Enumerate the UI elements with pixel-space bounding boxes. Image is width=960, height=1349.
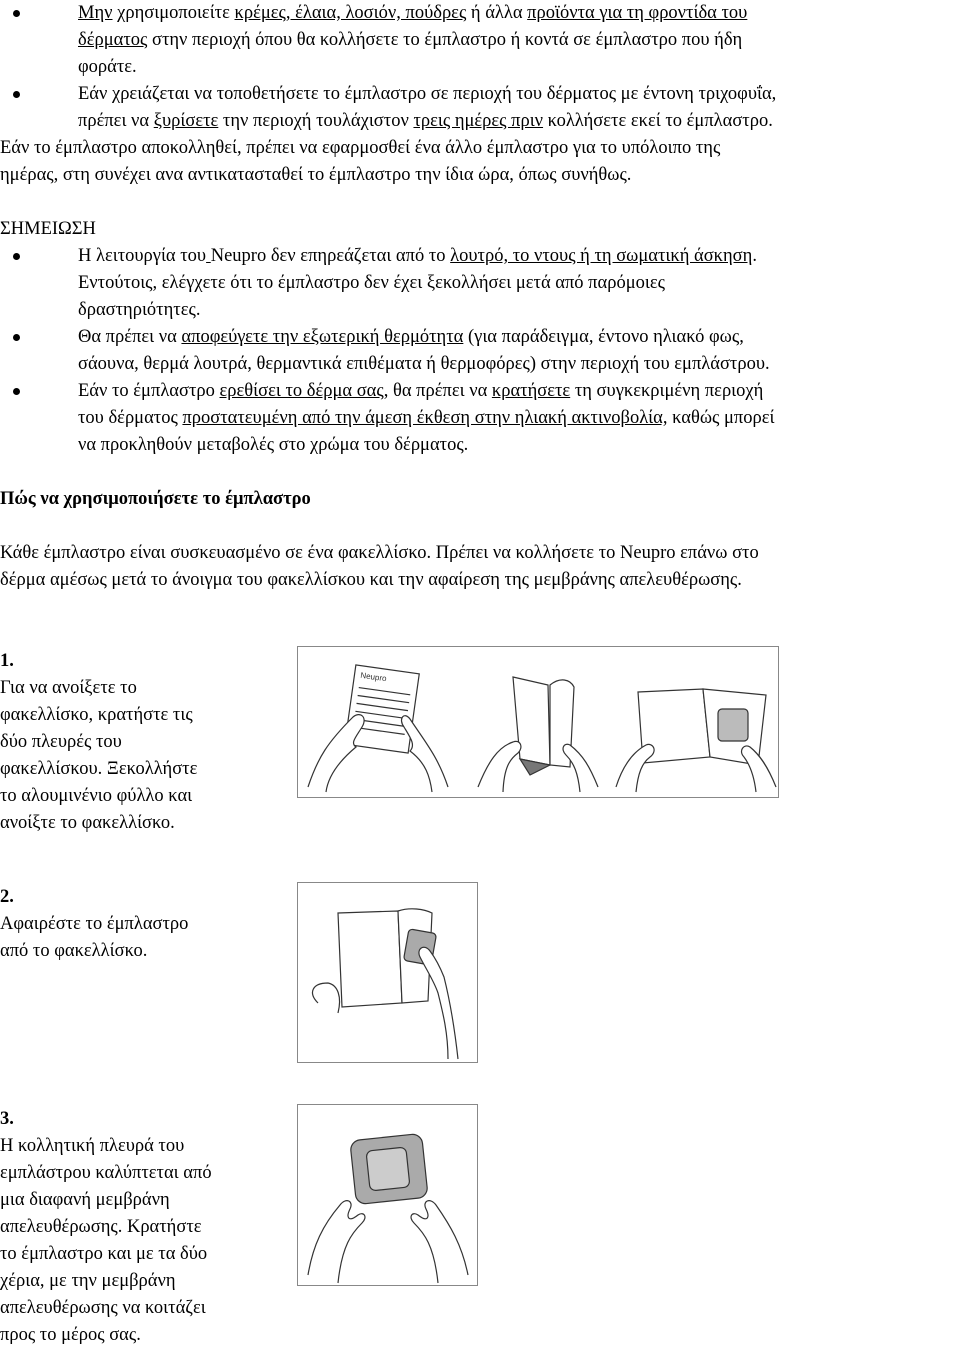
step-number: 2. (0, 887, 14, 907)
pouch-label: Neupro (359, 670, 388, 684)
step-1-illustration (297, 646, 779, 798)
step-2-illustration (297, 882, 478, 1063)
step-2-text: 2. Αφαιρέστε το έμπλαστρο από το φακελλίσκο. (0, 884, 280, 965)
section-intro: Κάθε έμπλαστρο είναι συσκευασμένο σε ένα φακελλίσκο. Πρέπει να κολλήσετε το Neupro επάνω στο δέρμα αμέσως μετά το άνοιγμα του φακελλίσκου και την αφαίρεση της μεμβράνης απελευθέρωσης. (0, 543, 759, 590)
bullet-dot (13, 388, 20, 395)
note-heading: ΣΗΜΕΙΩΣΗ (0, 219, 96, 239)
bullet-dot (13, 334, 20, 341)
bullet-dot (13, 91, 20, 98)
section-heading: Πώς να χρησιμοποιήσετε το έμπλαστρο (0, 489, 311, 509)
bullet-text: Εάν χρειάζεται να τοποθετήσετε το έμπλαστρο σε περιοχή του δέρματος με έντονη τριχοφυΐα, πρέπει να ξυρίσετε την περιοχή τουλάχιστον τρεις ημέρες πριν κολλήσετε εκεί το έμπλαστρο. (78, 84, 777, 131)
bullet-text: Μην χρησιμοποιείτε κρέμες, έλαια, λοσιόν, πούδρες ή άλλα προϊόντα για τη φροντίδα του δέρματος στην περιοχή όπου θα κολλήσετε το έμπλαστρο ή κοντά σε έμπλαστρο που ήδη φοράτε. (78, 3, 748, 77)
bullet-text: Θα πρέπει να αποφεύγετε την εξωτερική θερμότητα (για παράδειγμα, έντονο ηλιακό φως, σάουνα, θερμά λουτρά, θερμαντικά επιθέματα ή θερμοφόρες) στην περιοχή του εμπλάστρου. (78, 327, 770, 374)
step-number: 1. (0, 651, 14, 671)
step-3-illustration (297, 1104, 478, 1286)
step-3-text: 3. Η κολλητική πλευρά του εμπλάστρου καλύπτεται από μια διαφανή μεμβράνη απελευθέρωσης. Κρατήστε το έμπλαστρο και με τα δύο χέρια, με την μεμβράνη απελευθέρωσης να κοιτάζει προς το μέρος σας. (0, 1106, 290, 1349)
bullet-text: Η λειτουργία του Neupro δεν επηρεάζεται από το λουτρό, το ντους ή τη σωματική άσκηση. Εντούτοις, ελέγχετε ότι το έμπλαστρο δεν έχει ξεκολλήσει μετά από παρόμοιες δραστηριότητες. (78, 246, 757, 320)
step-1-text: 1. Για να ανοίξετε το φακελλίσκο, κρατήστε τις δύο πλευρές του φακελλίσκου. Ξεκολλήστε το αλουμινένιο φύλλο και ανοίξτε το φακελλίσκο. (0, 648, 280, 837)
bullet-dot (13, 10, 20, 17)
paragraph-patch-detached: Εάν το έμπλαστρο αποκολληθεί, πρέπει να εφαρμοσθεί ένα άλλο έμπλαστρο για το υπόλοιπο της ημέρας, στη συνέχει ανα αντικατασταθεί το έμπλαστρο την ίδια ώρα, όπως συνήθως. (0, 138, 721, 185)
bullet-text: Εάν το έμπλαστρο ερεθίσει το δέρμα σας, θα πρέπει να κρατήσετε τη συγκεκριμένη περιοχή του δέρματος προστατευμένη από την άμεση έκθεση στην ηλιακή ακτινοβολία, καθώς μπορεί να προκληθούν μεταβολές στο χρώμα του δέρματος. (78, 381, 775, 455)
bullet-dot (13, 253, 20, 260)
step-number: 3. (0, 1109, 14, 1129)
